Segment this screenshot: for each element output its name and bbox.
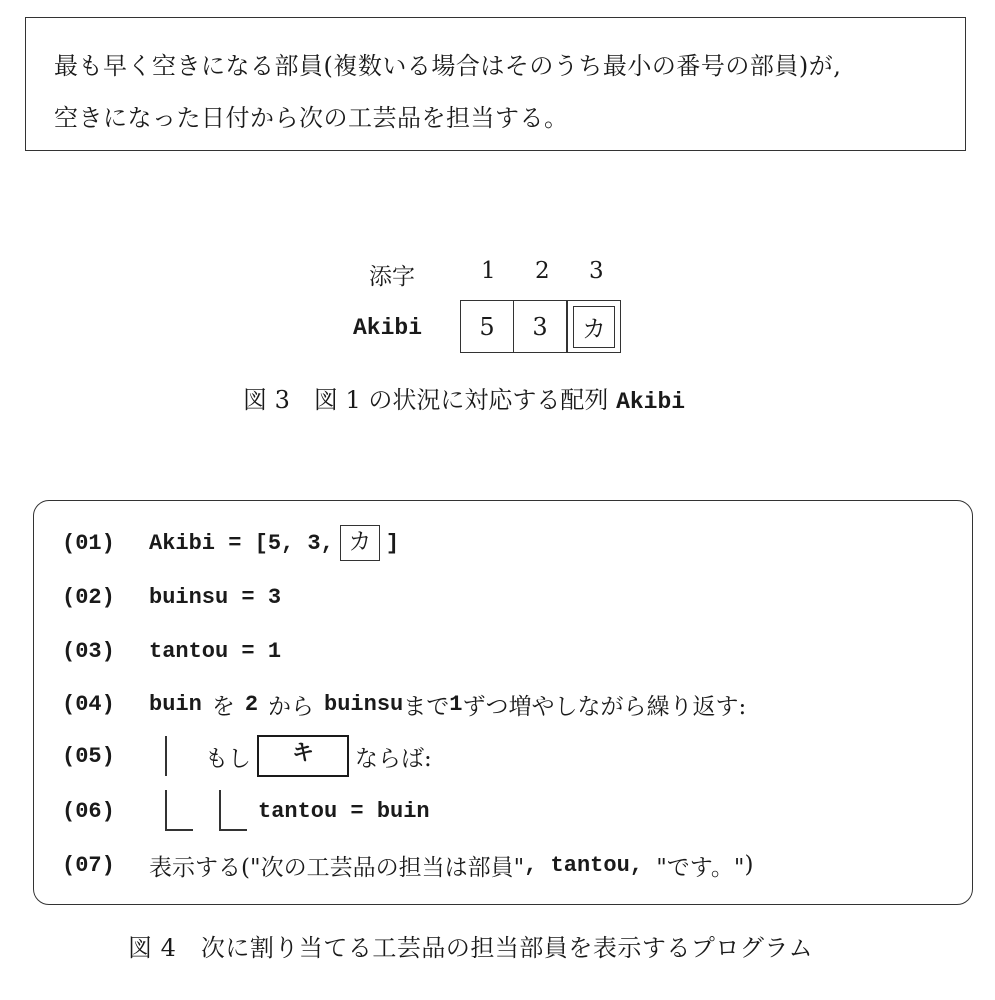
line-number: (01) bbox=[62, 530, 115, 556]
array-cell-2: 3 bbox=[513, 300, 567, 353]
code-text: buinsu = 3 bbox=[149, 584, 282, 610]
array-cell-1: 5 bbox=[460, 300, 514, 353]
number-value: 1 bbox=[449, 691, 463, 717]
keyword-text: を bbox=[211, 693, 235, 720]
line-number: (06) bbox=[62, 798, 115, 824]
index-header: 添字 bbox=[369, 264, 415, 290]
code-text: Akibi = [5, 3, bbox=[149, 530, 334, 556]
code-text: ] bbox=[385, 530, 400, 556]
loop-bar-end bbox=[165, 829, 193, 831]
index-1: 1 bbox=[481, 258, 496, 284]
line-number: (07) bbox=[62, 852, 115, 878]
blank-ka: カ bbox=[573, 306, 615, 348]
keyword-text: ) bbox=[744, 852, 754, 878]
keyword-text: から bbox=[268, 693, 315, 720]
line-number: (05) bbox=[62, 743, 115, 769]
program-line-02 bbox=[62, 579, 281, 615]
variable: buinsu bbox=[324, 691, 404, 717]
description-line-1: 最も早く空きになる部員(複数いる場合はそのうち最小の番号の部員)が, bbox=[54, 52, 842, 80]
program-line-07 bbox=[62, 847, 754, 883]
code-text: tantou = buin bbox=[258, 798, 430, 824]
keyword-text: ならば: bbox=[355, 745, 432, 772]
code-text: tantou = 1 bbox=[149, 638, 282, 664]
line-number: (03) bbox=[62, 638, 115, 664]
index-3: 3 bbox=[589, 258, 604, 284]
array-name: Akibi bbox=[353, 315, 423, 341]
keyword-text: まで bbox=[403, 693, 450, 720]
keyword-text: もし bbox=[205, 745, 251, 772]
figure-3-caption-text: 図 3 図 1 の状況に対応する配列 bbox=[243, 386, 617, 414]
number-value: 2 bbox=[244, 691, 259, 717]
string-literal: "次の工芸品の担当は部員" bbox=[249, 854, 525, 881]
line-number: (02) bbox=[62, 584, 115, 610]
variable: buin bbox=[149, 691, 202, 717]
description-box bbox=[25, 17, 966, 151]
keyword-text: 表示する( bbox=[149, 854, 250, 881]
program-line-06 bbox=[62, 793, 430, 829]
program-line-04 bbox=[62, 686, 746, 722]
figure-4-caption: 図 4 次に割り当てる工芸品の担当部員を表示するプログラム bbox=[128, 934, 814, 962]
program-line-01 bbox=[62, 525, 399, 561]
string-literal: "です。" bbox=[656, 854, 745, 881]
line-number: (04) bbox=[62, 691, 115, 717]
index-2: 2 bbox=[535, 258, 550, 284]
array-cell-3 bbox=[567, 300, 621, 353]
keyword-text: ずつ増やしながら繰り返す: bbox=[462, 693, 747, 720]
blank-ka: カ bbox=[340, 525, 380, 561]
blank-ki: キ bbox=[257, 735, 349, 777]
description-line-2: 空きになった日付から次の工芸品を担当する。 bbox=[54, 104, 569, 132]
code-text: , tantou, bbox=[524, 852, 657, 878]
figure-3-caption-code: Akibi bbox=[616, 389, 686, 415]
if-bar-end bbox=[219, 829, 247, 831]
figure-3-caption bbox=[243, 380, 685, 415]
program-line-03 bbox=[62, 633, 281, 669]
program-line-05 bbox=[62, 738, 432, 774]
